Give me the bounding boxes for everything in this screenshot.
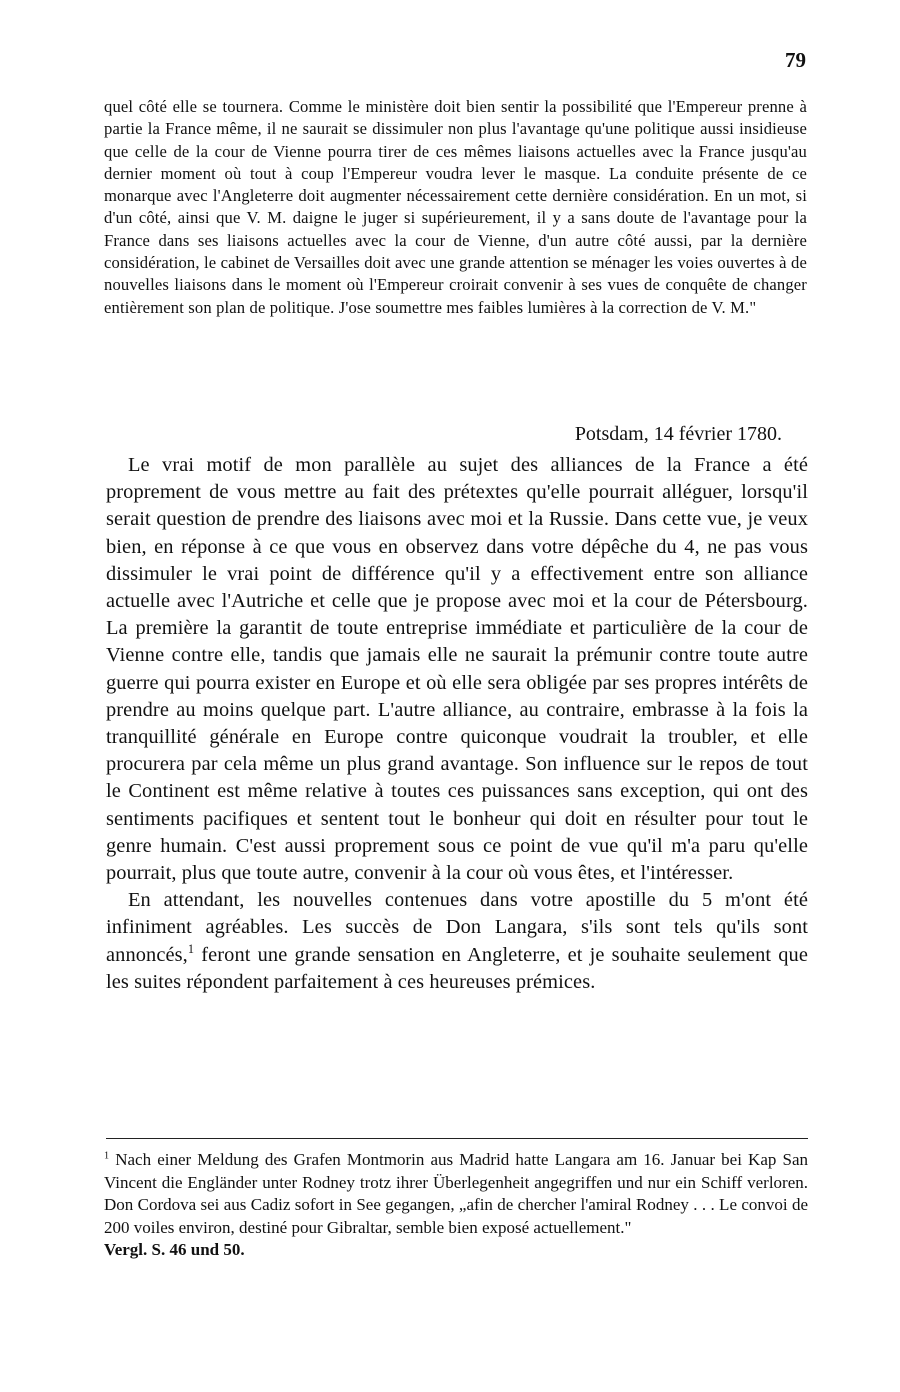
paragraph-1: Le vrai motif de mon parallèle au sujet des alliances de la France a été proprement de vous mettre au fait des prétextes qu'elle pourrait alléguer, lorsqu'il serait question de prendre des liaisons avec moi et la Russie. Dans cette vue, je veux bien, en réponse à ce que vous en observez dans votre dépêche du 4, ne pas vous dissimuler le vrai point de différence qu'il y a effectivement entre son alliance actuelle avec l'Autriche et celle que je propose avec moi et la cour de Pétersbourg. La première la garantit de toute entreprise immédiate et particulière de la cour de Vienne contre elle, tandis que jamais elle ne saurait la prémunir contre toute autre guerre qui pourra exister en Europe et où elle sera obligée par ses propres intérêts de prendre au moins quelque part. L'autre alliance, au contraire, embrasse à la fois la tranquillité générale en Europe contre quiconque voudrait la troubler, et elle procurera par cela même un plus grand avantage. Son influence sur le repos de tout le Continent est même relative à toutes ces puissances sans exception, qui ont des sentiments pacifiques et sentent tout le bonheur qui doit en résulter pour tout le genre humain. C'est aussi proprement sous ce point de vue qu'il m'a paru qu'elle pourrait, plus que toute autre, convenir à la cour où vous êtes, et l'intéresser. bbox=[106, 454, 808, 885]
page-number: 79 bbox=[785, 48, 806, 72]
footnote-mark: 1 bbox=[104, 1150, 110, 1162]
quoted-letter-text: quel côté elle se tournera. Comme le ministère doit bien sentir la possibilité que l'Empereur prenne à partie la France même, il ne saurait se dissimuler non plus l'avantage qu'une politique aussi insidieuse que celle de la cour de Vienne pourra tirer de ces mêmes liaisons actuelles avec la France jusqu'au dernier moment où tout à coup l'Empereur voudra lever le masque. La conduite présente de ce monarque avec l'Angleterre doit augmenter nécessairement cette dernière considération. En un mot, si d'un côté, ainsi que V. M. daigne le juger si supérieurement, il y a sans doute de l'avantage pour la France dans ses liaisons actuelles avec la cour de Vienne, d'un autre côté aussi, par la dernière considération, le cabinet de Versailles doit avec une grande attention se ménager les voies ouvertes à de nouvelles liaisons dans le moment où l'Empereur croirait convenir à ses vues de conquête de changer entièrement son plan de politique. J'ose soumettre mes faibles lumières à la correction de V. M." bbox=[104, 97, 807, 317]
paragraph-2-text-after-ref: feront une grande sensation en Angleterre, et je souhaite seulement que les suites répondent parfaitement à ces heureuses prémices. bbox=[106, 943, 808, 993]
footnote-body bbox=[104, 1149, 808, 1239]
footnote bbox=[104, 1149, 808, 1262]
letter-body bbox=[106, 452, 808, 996]
footnote-cross-reference: Vergl. S. 46 und 50. bbox=[104, 1240, 245, 1260]
dateline: Potsdam, 14 février 1780. bbox=[574, 423, 782, 445]
footnote-text: Nach einer Meldung des Grafen Montmorin aus Madrid hatte Langara am 16. Januar bei Kap San Vincent die Engländer unter Rodney trotz ihrer Überlegenheit angegriffen und nur ein Schiff verloren. Don Cordova sei aus Cadiz sofort in See gegangen, „afin de chercher l'amiral Rodney . . . Le convoi de 200 voiles environ, destiné pour Gibraltar, semble bien exposé actuellement." bbox=[104, 1150, 808, 1237]
footnote-divider bbox=[106, 1138, 808, 1139]
footnote-reference-mark: 1 bbox=[187, 941, 195, 956]
paragraph-2 bbox=[106, 887, 808, 996]
paragraph-2-text-before-ref: En attendant, les nouvelles contenues dans votre apostille du 5 m'ont été infiniment agréables. Les succès de Don Langara, s'ils sont tels qu'ils sont annoncés, bbox=[106, 889, 808, 966]
